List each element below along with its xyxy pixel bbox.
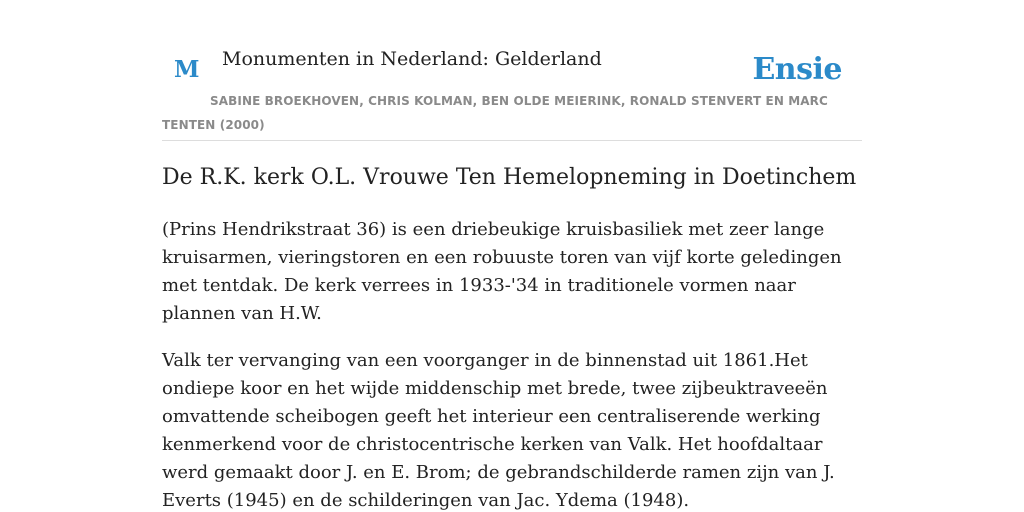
book-logo[interactable]: M [174, 56, 200, 83]
authors-line: SABINE BROEKHOVEN, CHRIS KOLMAN, BEN OLDE MEIERINK, RONALD STENVERT EN MARC TENTEN (2000) [162, 94, 828, 132]
book-title[interactable]: Monumenten in Nederland: Gelderland [222, 48, 602, 70]
article-paragraph: (Prins Hendrikstraat 36) is een driebeukige kruisbasiliek met zeer lange kruisarmen, vieringstoren en een robuuste toren van vijf korte geledingen met tentdak. De kerk verrees in 1933-'34 in traditionele vormen naar plannen van H.W. [162, 219, 842, 324]
article [162, 162, 872, 512]
article-title: De R.K. kerk O.L. Vrouwe Ten Hemelopneming in Doetinchem [162, 165, 857, 190]
header [162, 40, 862, 141]
brand-logo[interactable]: Ensie [752, 52, 842, 87]
article-paragraph: Valk ter vervanging van een voorganger in de binnenstad uit 1861.Het ondiepe koor en het wijde middenschip met brede, twee zijbeuktraveeën omvattende scheibogen geeft het interieur een centraliserende werking kenmerkend voor de christocentrische kerken van Valk. Het hoofdaltaar werd gemaakt door J. en E. Brom; de gebrandschilderde ramen zijn van J. Everts (1945) en de schilderingen van Jac. Ydema (1948). [162, 350, 835, 511]
